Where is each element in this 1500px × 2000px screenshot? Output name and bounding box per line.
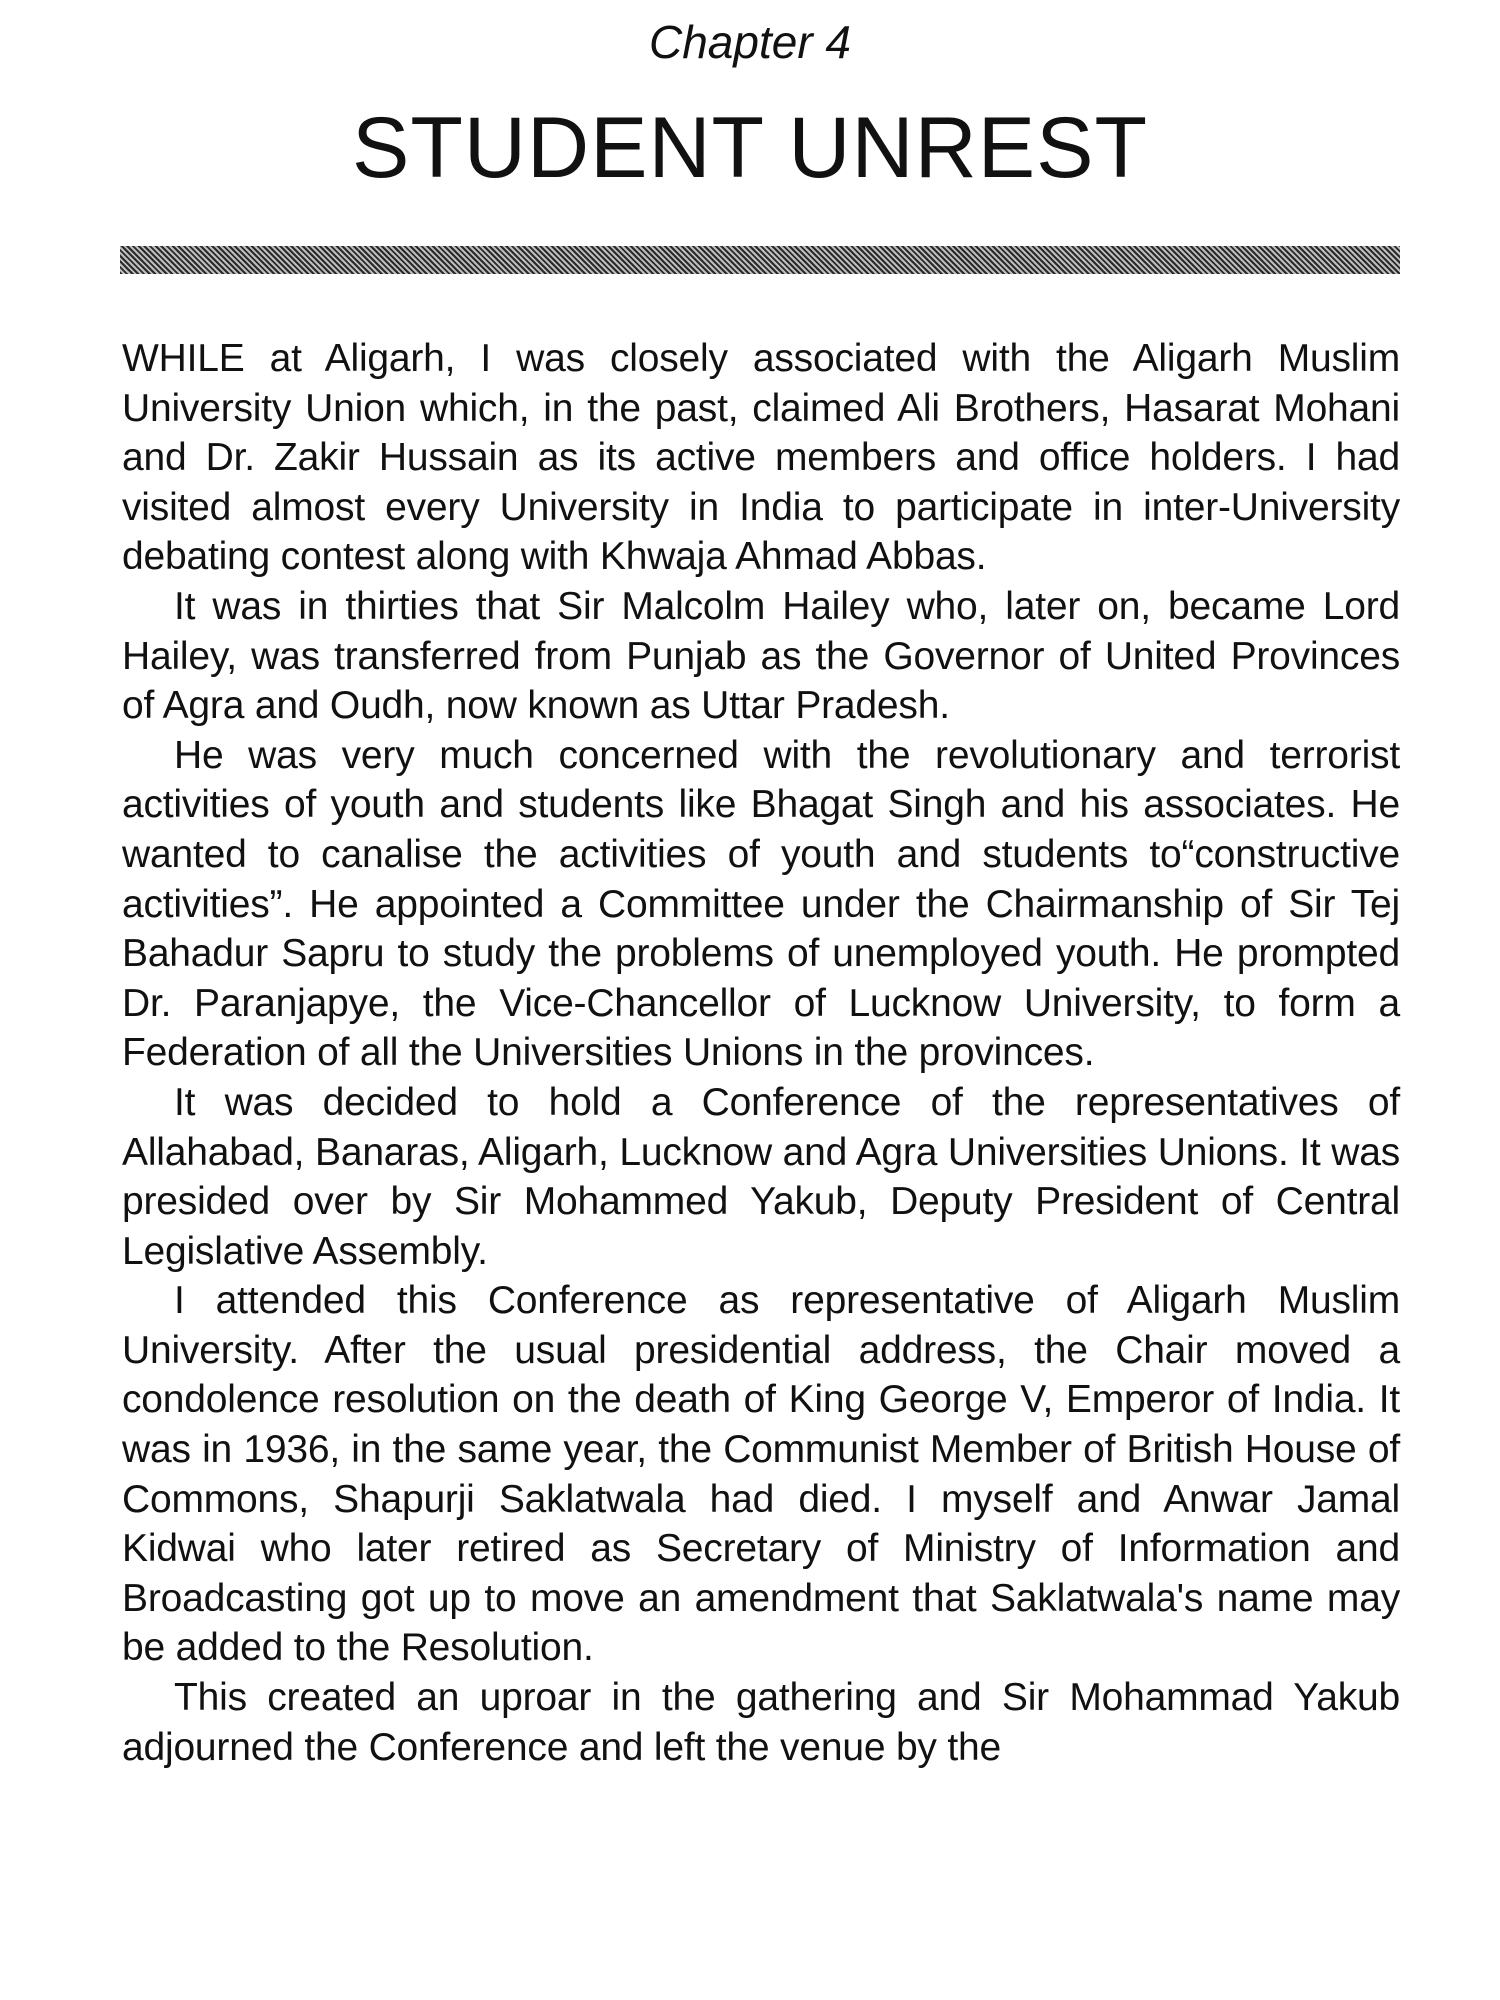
decorative-rule [120,246,1400,274]
chapter-title: STUDENT UNREST [351,100,1149,196]
paragraph: I attended this Conference as representative of Aligarh Muslim University. After the usual presidential address, the Chair moved a condolence resolution on the death of King George V, Emperor of India. It was in 1936, in the same year, the Communist Member of British House of Commons, Shapurji Saklatwala had died. I myself and Anwar Jamal Kidwai who later retired as Secretary of Ministry of Information and Broadcasting got up to move an amendment that Saklatwala's name may be added to the Resolution. [122,1279,1400,1670]
chapter-body [122,334,1400,1772]
paragraph: It was in thirties that Sir Malcolm Hailey who, later on, became Lord Hailey, was transferred from Punjab as the Governor of United Provinces of Agra and Oudh, now known as Uttar Pradesh. [122,584,1400,728]
paragraph: This created an uproar in the gathering and Sir Mohammad Yakub adjourned the Conference and left the venue by the [122,1676,1400,1769]
chapter-label: Chapter 4 [648,16,851,68]
paragraph: He was very much concerned with the revolutionary and terrorist activities of youth and students like Bhagat Singh and his associates. He wanted to canalise the activities of youth and students to“constructive activities”. He appointed a Committee under the Chairmanship of Sir Tej Bahadur Sapru to study the problems of unemployed youth. He prompted Dr. Paranjapye, the Vice-Chancellor of Lucknow University, to form a Federation of all the Universities Unions in the provinces. [122,733,1400,1075]
paragraph: WHILE at Aligarh, I was closely associated with the Aligarh Muslim University Union which, in the past, claimed Ali Brothers, Hasarat Mohani and Dr. Zakir Hussain as its active members and office holders. I had visited almost every University in India to participate in inter-University debating contest along with Khwaja Ahmad Abbas. [122,337,1400,579]
paragraph: It was decided to hold a Conference of the representatives of Allahabad, Banaras, Aligarh, Lucknow and Agra Universities Unions. It was presided over by Sir Mohammed Yakub, Deputy President of Central Legislative Assembly. [122,1080,1400,1273]
